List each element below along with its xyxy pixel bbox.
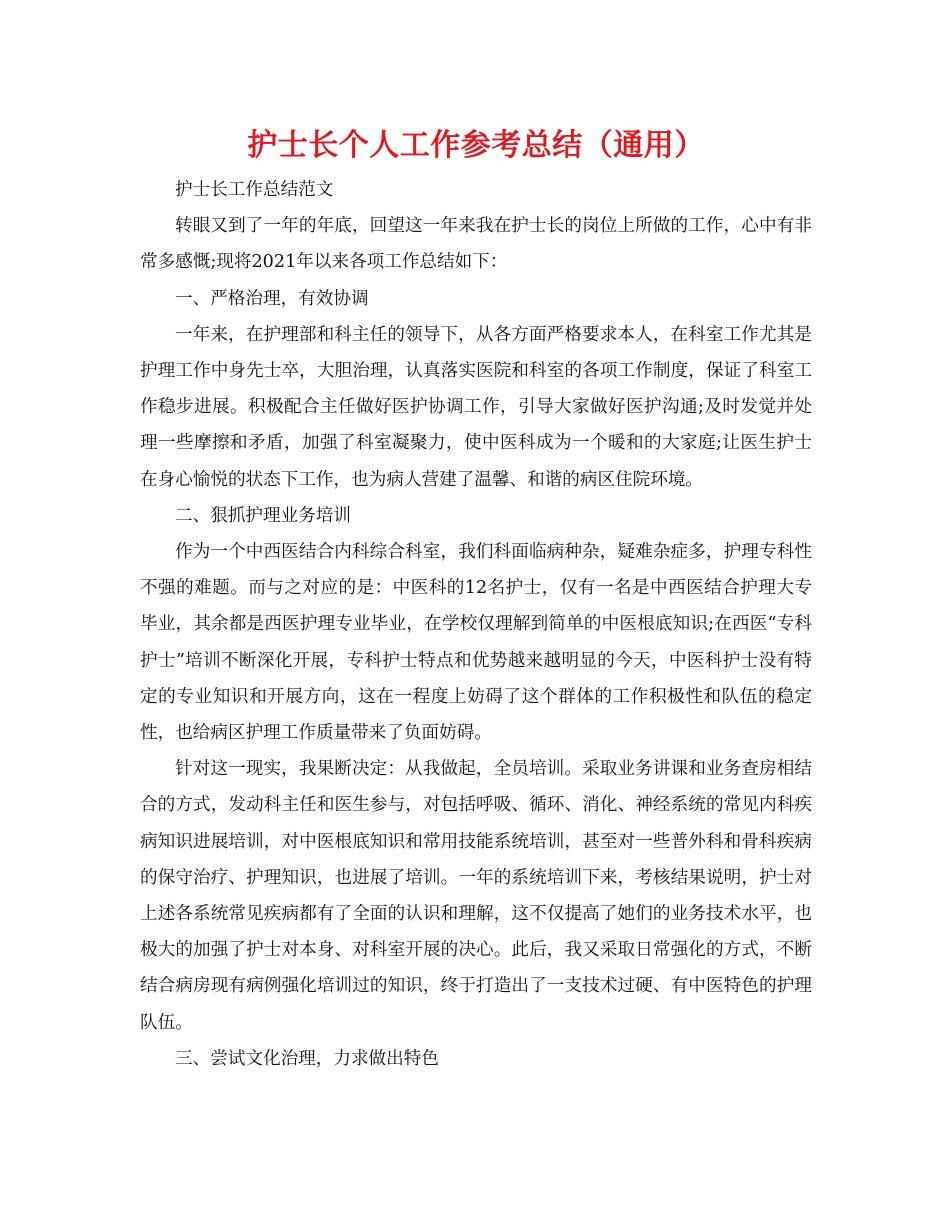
section-heading-1: 一、严格治理，有效协调 <box>175 288 369 309</box>
body-paragraph: 针对这一现实，我果断决定：从我做起，全员培训。采取业务讲课和业务查房相结合的方式，发动科主任和医生参与，对包括呼吸、循环、消化、神经系统的常见内科疾病知识进展培训，对中医根底知识和常用技能系统培训，甚至对一些普外科和骨科疾病的保守治疗、护理知识，也进展了培训。一年的系统培训下来，考核结果说明，护士对上述各系统常见疾病都有了全面的认识和理解，这不仅提高了她们的业务技术水平，也极大的加强了护士对本身、对科室开展的决心。此后，我又采取日常强化的方式，不断结合病房现有病例强化培训过的知识，终于打造出了一支技术过硬、有中医特色的护理队伍。 <box>140 759 812 1033</box>
intro-paragraph: 转眼又到了一年的年底，回望这一年来我在护士长的岗位上所做的工作，心中有非常多感慨;现将2021年以来各项工作总结如下： <box>140 216 812 273</box>
body-paragraph: 作为一个中西医结合内科综合科室，我们科面临病种杂，疑难杂症多，护理专科性不强的难题。而与之对应的是：中医科的12名护士，仅有一名是中西医结合护理大专毕业，其余都是西医护理专业毕业，在学校仅理解到简单的中医根底知识;在西医“专科护士”培训不断深化开展，专科护士特点和优势越来越明显的今天，中医科护士没有特定的专业知识和开展方向，这在一程度上妨碍了这个群体的工作积极性和队伍的稳定性，也给病区护理工作质量带来了负面妨碍。 <box>140 542 812 744</box>
section-heading-2: 二、狠抓护理业务培训 <box>175 505 351 526</box>
subtitle-paragraph: 护士长工作总结范文 <box>175 180 334 200</box>
document-title: 护士长个人工作参考总结（通用） <box>247 128 705 163</box>
section-heading-3: 三、尝试文化治理，力求做出特色 <box>175 1048 439 1069</box>
document-page <box>140 122 812 1077</box>
body-paragraph: 一年来，在护理部和科主任的领导下，从各方面严格要求本人，在科室工作尤其是护理工作中身先士卒，大胆治理，认真落实医院和科室的各项工作制度，保证了科室工作稳步进展。积极配合主任做好医护协调工作，引导大家做好医护沟通;及时发觉并处理一些摩擦和矛盾，加强了科室凝聚力，使中医科成为一个暖和的大家庭;让医生护士在身心愉悦的状态下工作，也为病人营建了温馨、和谐的病区住院环境。 <box>140 324 812 490</box>
